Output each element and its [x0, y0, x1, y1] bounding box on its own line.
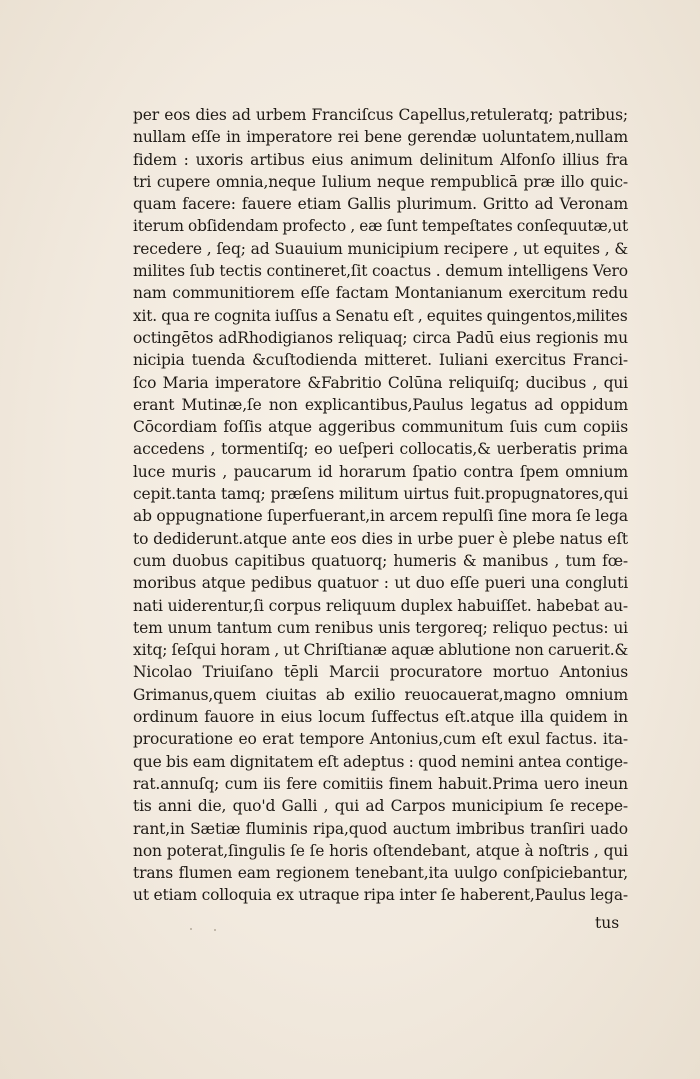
text-line: ab oppugnatione ſuperfuerant,in arcem repulſi ſine mora ſe lega [133, 507, 628, 526]
catchword: tus [595, 914, 620, 932]
text-line: nam communitiorem eſſe factam Montanianum exercitum redu [133, 284, 628, 303]
text-line: recedere , ſeq; ad Suauium municipium recipere , ut equites , & [133, 239, 628, 258]
text-line: Grimanus,quem ciuitas ab exilio reuocauerat,magno omnium [133, 685, 628, 704]
text-line: luce muris , paucarum id horarum ſpatio contra ſpem omnium [133, 462, 628, 481]
text-line: tis anni die, quo'd Galli , qui ad Carpos municipium ſe recepe- [133, 797, 628, 816]
text-line: quam facere: fauere etiam Gallis plurimum. Gritto ad Veronam [133, 195, 628, 214]
text-line: nati uiderentur,ſi corpus reliquum duplex habuiſſet. habebat au- [133, 596, 628, 615]
text-line: que bis eam dignitatem eſt adeptus : quod nemini antea contige- [133, 752, 628, 771]
body-text [133, 104, 628, 907]
text-line: per eos dies ad urbem Franciſcus Capellus,retuleratq; patribus; [133, 106, 628, 124]
text-line: non poterat,ſingulis ſe ſe horis oſtendebant, atque à noſtris , qui [133, 841, 628, 860]
paper-fleck [190, 928, 192, 930]
text-line: iterum obſidendam profecto , eæ ſunt tempeſtates conſequutæ,ut [133, 217, 628, 236]
text-line: Cōcordiam foſſis atque aggeribus communitum ſuis cum copiis [133, 418, 628, 437]
text-line: fidem : uxoris artibus eius animum delinitum Alfonſo illius fra [133, 150, 628, 169]
text-line: moribus atque pedibus quatuor : ut duo eſſe pueri una congluti [133, 574, 628, 593]
text-line: cepit.tanta tamq; præſens militum uirtus fuit.propugnatores,qui [133, 485, 628, 504]
text-line: milites ſub tectis contineret,ſit coactus . demum intelligens Vero [133, 262, 628, 281]
text-line: accedens , tormentiſq; eo ueſperi collocatis,& uerberatis prima [133, 440, 628, 459]
text-line: ſco Maria imperatore &Fabritio Colūna reliquiſq; ducibus , qui [133, 373, 628, 392]
text-line: xit. qua re cognita iuſſus a Senatu eſt , equites quingentos,milites [133, 306, 628, 325]
text-line: trans flumen eam regionem tenebant,ita uulgo conſpiciebantur, [133, 864, 628, 883]
paper-fleck [214, 929, 216, 931]
text-line: rat.annuſq; cum iis fere comitiis finem habuit.Prima uero ineun [133, 774, 628, 793]
text-line: tem unum tantum cum renibus unis tergoreq; reliquo pectus: ui [133, 618, 628, 637]
text-line: procuratione eo erat tempore Antonius,cum eſt exul factus. ita- [133, 730, 628, 749]
text-line: cum duobus capitibus quatuorq; humeris & manibus , tum fœ- [133, 551, 628, 570]
text-line: ut etiam colloquia ex utraque ripa inter ſe haberent,Paulus lega- [133, 886, 628, 905]
text-line: to dediderunt.atque ante eos dies in urbe puer è plebe natus eſt [133, 529, 628, 548]
text-line: octingētos adRhodigianos reliquaq; circa Padū eius regionis mu [133, 328, 628, 347]
text-line: ordinum fauore in eius locum ſuffectus eſt.atque illa quidem in [133, 708, 628, 727]
text-line: rant,in Sætiæ fluminis ripa,quod auctum imbribus tranſiri uado [133, 819, 628, 838]
text-line: xitq; ſeſqui horam , ut Chriſtianæ aquæ ablutione non caruerit.& [133, 641, 629, 660]
text-line: nicipia tuenda &cuſtodienda mitteret. Iuliani exercitus Franci- [133, 351, 628, 370]
text-line: Nicolao Triuiſano tēpli Marcii procuratore mortuo Antonius [133, 663, 628, 682]
text-line: nullam eſſe in imperatore rei bene gerendæ uoluntatem,nullam [133, 128, 628, 147]
text-line: tri cupere omnia,neque Iulium neque rempublicā præ illo quic- [133, 172, 628, 191]
text-line: erant Mutinæ,ſe non explicantibus,Paulus legatus ad oppidum [133, 395, 628, 414]
